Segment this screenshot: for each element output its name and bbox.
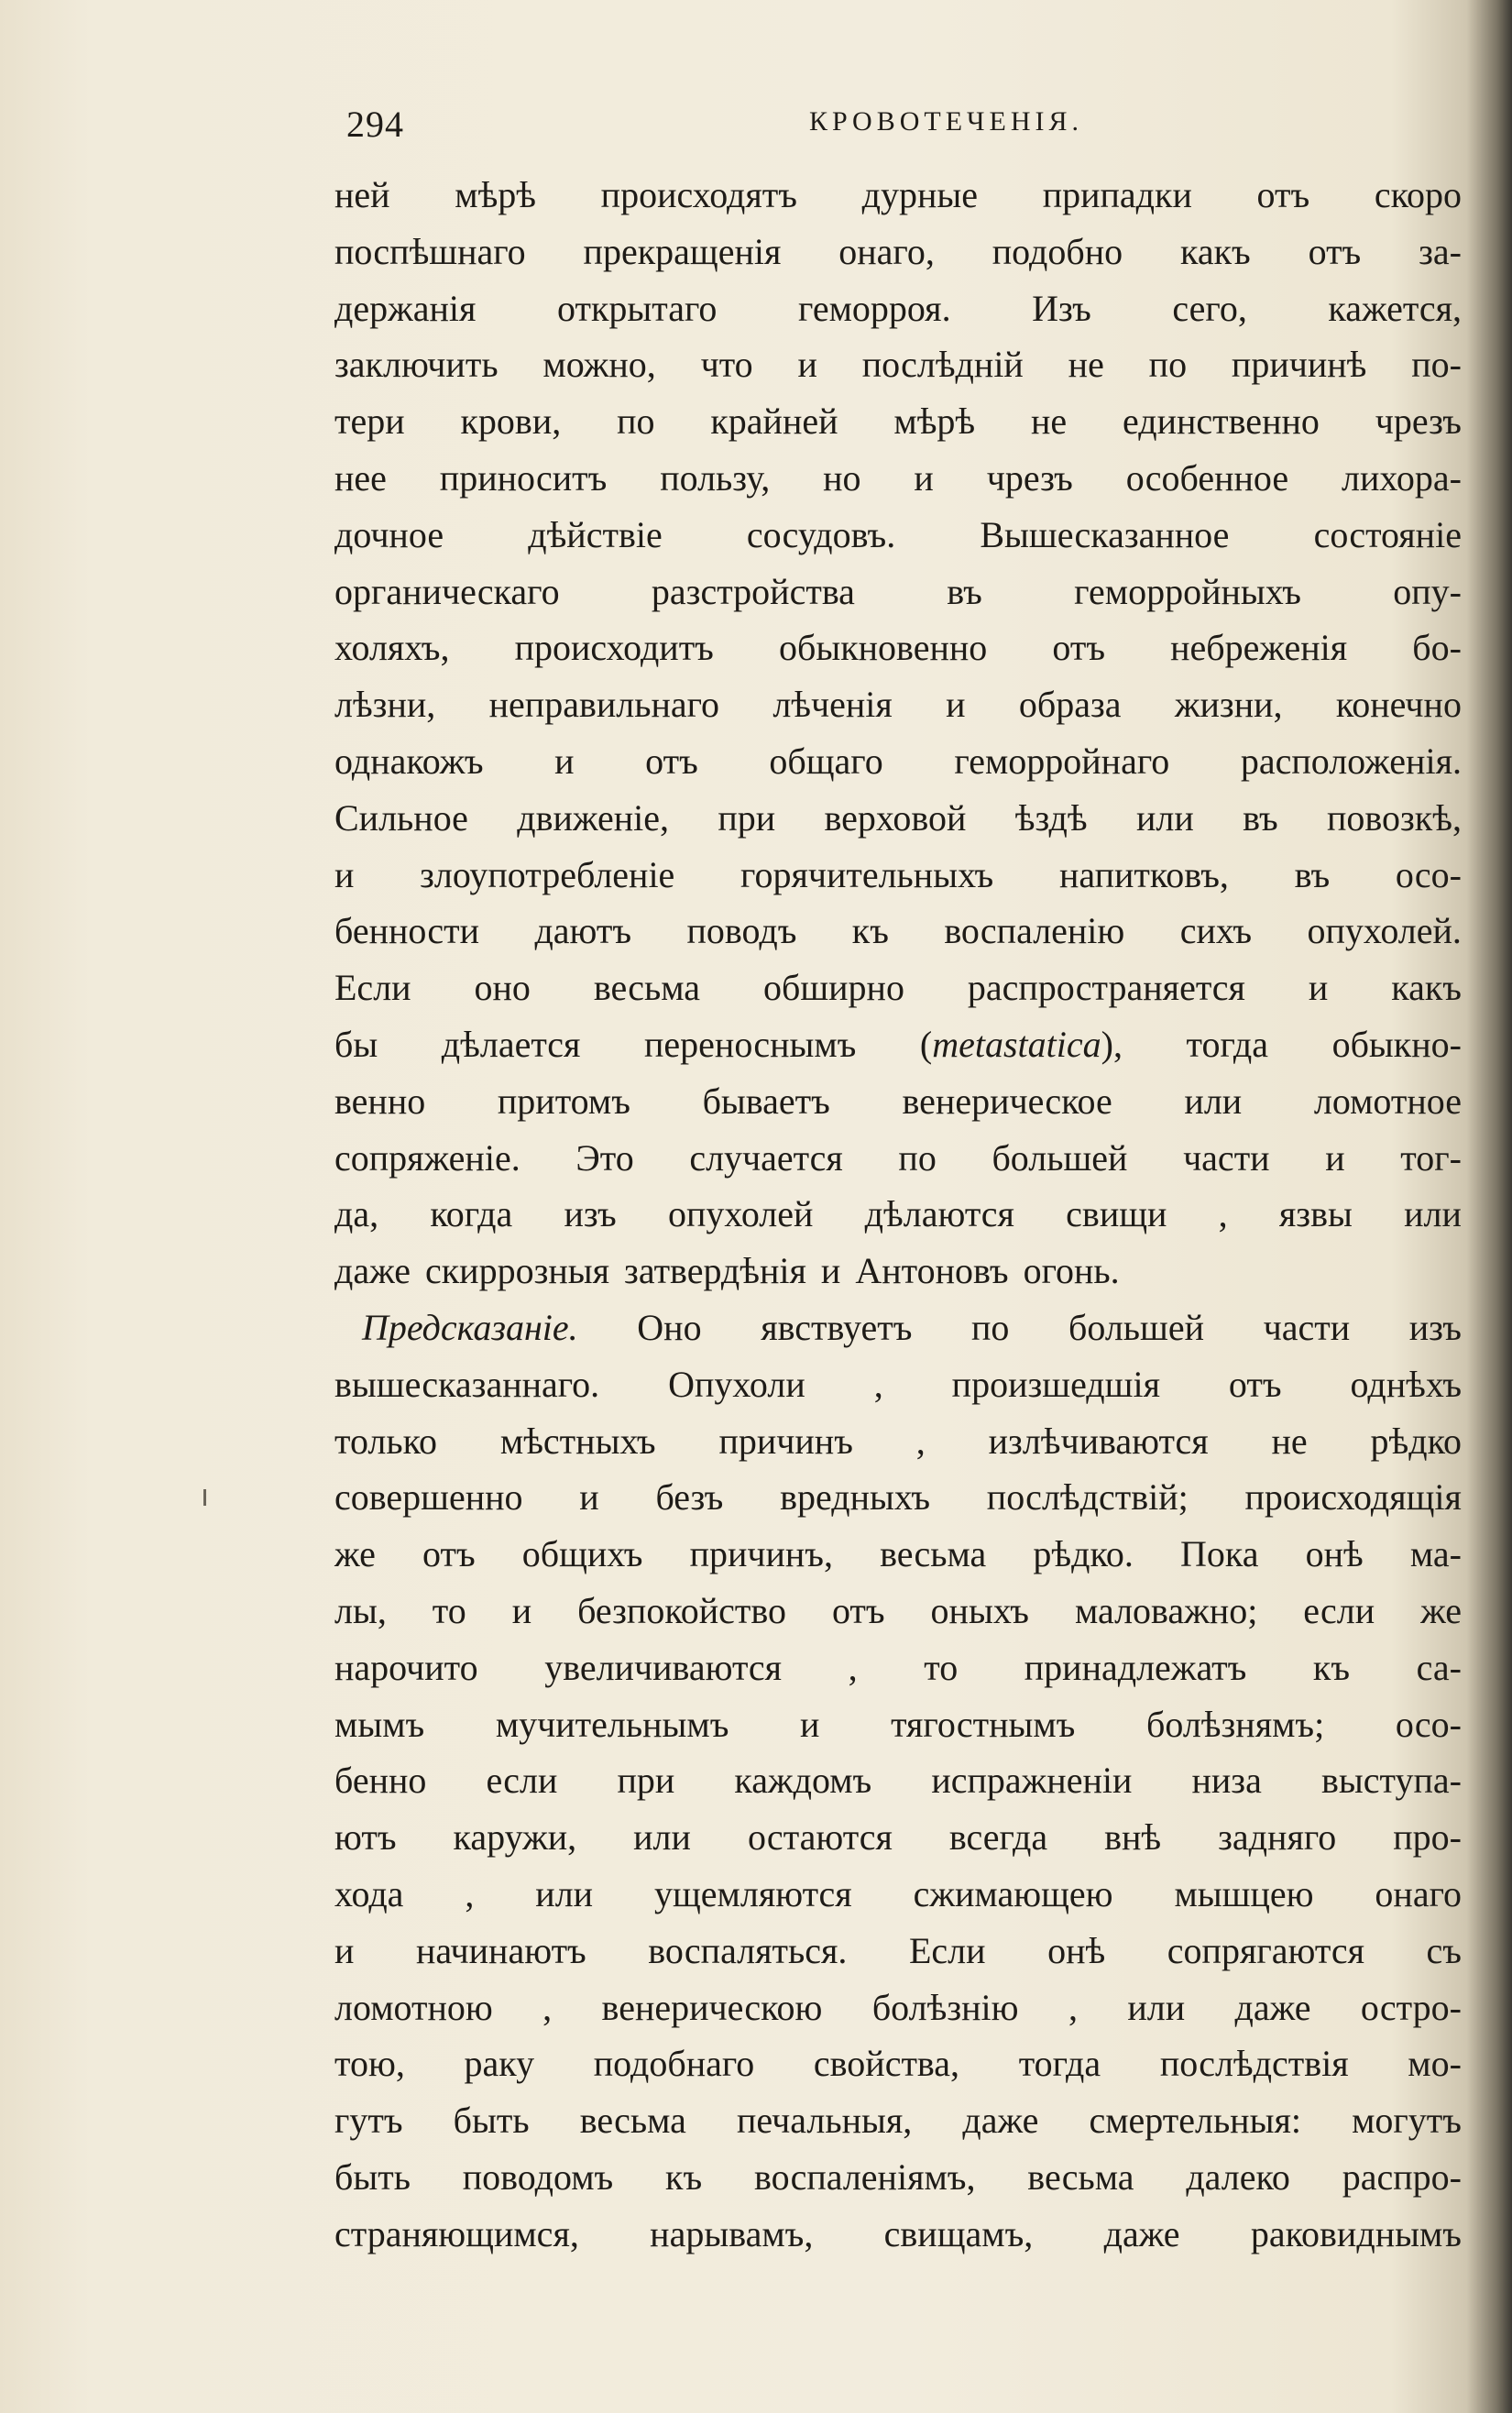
text-line: нарочито увеличиваются , то принадлежатъ къ са- (334, 1646, 1462, 1688)
text-line: же отъ общихъ причинъ, весьма рѣдко. Пока онѣ ма- (334, 1533, 1462, 1575)
text-line: даже скиррозныя затвердѣнія и Антоновъ огонь. (334, 1250, 1120, 1292)
text-line: бенно если при каждомъ испражненіи низа выступа- (334, 1760, 1462, 1802)
text-line: и злоупотребленіе горячительныхъ напитковъ, въ осо- (334, 853, 1462, 895)
text-line: нее приноситъ пользу, но и чрезъ особенное лихора- (334, 456, 1462, 499)
text-line: только мѣстныхъ причинъ , излѣчиваются не рѣдко (334, 1420, 1462, 1462)
text-line: гутъ быть весьма печальныя, даже смертельныя: могутъ (334, 2100, 1462, 2142)
text-line: бы дѣлается переноснымъ (metastatica), тогда обыкно- (334, 1023, 1462, 1065)
text-line: венно притомъ бываетъ венерическое или ломотное (334, 1080, 1462, 1122)
text-line: заключить можно, что и послѣдній не по причинѣ по- (334, 344, 1462, 386)
text-line: Сильное движеніе, при верховой ѣздѣ или въ повозкѣ, (334, 796, 1462, 839)
text-line: однакожъ и отъ общаго геморройнаго расположенія. (334, 740, 1462, 782)
text-line: тою, раку подобнаго свойства, тогда послѣдствія мо- (334, 2043, 1462, 2085)
margin-mark (203, 1489, 206, 1506)
text-line: холяхъ, происходитъ обыкновенно отъ небреженія бо- (334, 627, 1462, 669)
text-line: Предсказаніе. Оно явствуетъ по большей части изъ (362, 1306, 1462, 1348)
body-text (334, 167, 1462, 2262)
text-line: Если оно весьма обширно распространяется и какъ (334, 967, 1462, 1009)
page-number: 294 (346, 104, 404, 145)
text-line: держанія открытаго геморроя. Изъ сего, кажется, (334, 287, 1462, 329)
text-line: тери крови, по крайней мѣрѣ не единственно чрезъ (334, 400, 1462, 443)
text-line: поспѣшнаго прекращенія онаго, подобно какъ отъ за- (334, 230, 1462, 272)
text-line: ютъ каружи, или остаются всегда внѣ задняго про- (334, 1816, 1462, 1859)
text-line: да, когда изъ опухолей дѣлаются свищи , язвы или (334, 1193, 1462, 1235)
running-head (346, 103, 1446, 158)
text-line: органическаго разстройства въ геморройныхъ опу- (334, 570, 1462, 612)
text-line: бенности даютъ поводъ къ воспаленію сихъ опухолей. (334, 910, 1462, 952)
text-line: страняющимся, нарывамъ, свищамъ, даже раковиднымъ (334, 2212, 1462, 2254)
text-line: лы, то и безпокойство отъ оныхъ маловажно; если же (334, 1589, 1462, 1631)
text-line: хода , или ущемляются сжимающею мышцею онаго (334, 1872, 1462, 1914)
text-line: совершенно и безъ вредныхъ послѣдствій; происходящія (334, 1476, 1462, 1519)
text-line: мымъ мучительнымъ и тягостнымъ болѣзнямъ; осо- (334, 1703, 1462, 1745)
text-line: ломотною , венерическою болѣзнію , или даже остро- (334, 1986, 1462, 2028)
header-title: КРОВОТЕЧЕНІЯ. (809, 106, 1084, 137)
text-line: ней мѣрѣ происходятъ дурные припадки отъ скоро (334, 174, 1462, 215)
text-line: сопряженіе. Это случается по большей части и тог- (334, 1136, 1462, 1179)
text-line: лѣзни, неправильнаго лѣченія и образа жизни, конечно (334, 684, 1462, 726)
text-line: быть поводомъ къ воспаленіямъ, весьма далеко распро- (334, 2155, 1462, 2198)
text-line: и начинаютъ воспаляться. Если онѣ сопрягаются съ (334, 1929, 1462, 1971)
text-line: вышесказаннаго. Опухоли , произшедшія отъ однѣхъ (334, 1363, 1462, 1405)
text-line: дочное дѣйствіе сосудовъ. Вышесказанное состояніе (334, 513, 1462, 555)
